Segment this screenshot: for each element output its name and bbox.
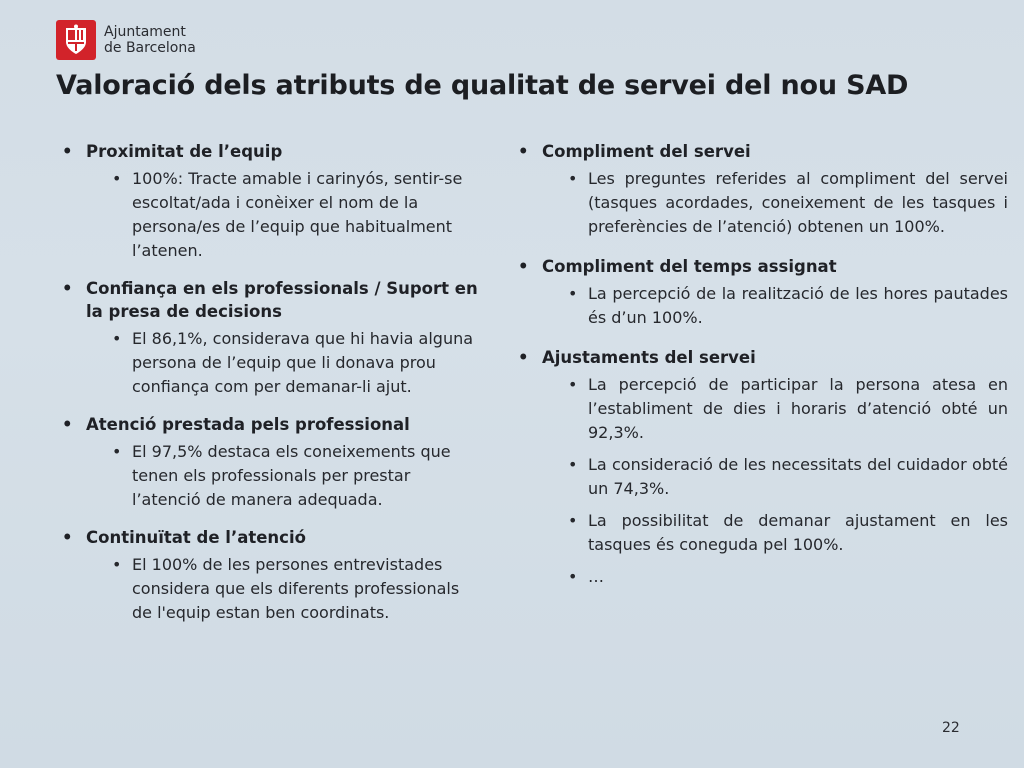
bullet-icon: •: [112, 555, 122, 574]
item-text: 100%: Tracte amable i carinyós, sentir-se escoltat/ada i conèixer el nom de la persona/es de l’equip que habitualment l’atenen.: [132, 169, 463, 260]
bullet-icon: •: [112, 169, 122, 188]
heading-text: Confiança en els professionals / Suport en la presa de decisions: [86, 279, 478, 321]
section-confianca: [62, 277, 482, 399]
list-item: [568, 282, 1008, 330]
list-item: [568, 167, 1008, 239]
section-heading: [62, 140, 482, 163]
item-text: La consideració de les necessitats del cuidador obté un 74,3%.: [588, 455, 1008, 498]
section-heading: [518, 140, 1008, 163]
item-text: Les preguntes referides al compliment del servei (tasques acordades, coneixement de les tasques i preferències de l’atenció) obtenen un 100%.: [588, 169, 1008, 236]
bullet-icon: •: [112, 329, 122, 348]
heading-text: Compliment del temps assignat: [542, 257, 837, 276]
item-text: El 86,1%, considerava que hi havia alguna persona de l’equip que li donava prou confiança com per demanar-li ajut.: [132, 329, 474, 396]
barcelona-coat-of-arms-icon: [56, 20, 96, 60]
list-item: [112, 167, 482, 263]
heading-text: Continuïtat de l’atenció: [86, 528, 306, 547]
bullet-icon: •: [568, 169, 578, 188]
section-heading: [518, 346, 1008, 369]
logo-line-2: de Barcelona: [104, 40, 196, 56]
item-text: La possibilitat de demanar ajustament en les tasques és coneguda pel 100%.: [588, 511, 1008, 554]
right-column: [518, 140, 1008, 605]
list-item: [568, 453, 1008, 501]
section-heading: [62, 526, 482, 549]
section-heading: [62, 277, 482, 323]
bullet-icon: •: [568, 375, 578, 394]
section-atencio-prestada: [62, 413, 482, 512]
list-item: [568, 565, 1008, 589]
section-compliment-servei: [518, 140, 1008, 239]
item-text: …: [588, 567, 604, 586]
list-item: [568, 509, 1008, 557]
heading-text: Ajustaments del servei: [542, 348, 756, 367]
left-column: [62, 140, 482, 639]
ajuntament-logo: [56, 20, 196, 60]
heading-text: Atenció prestada pels professional: [86, 415, 410, 434]
bullet-icon: •: [568, 284, 578, 303]
bullet-icon: •: [112, 442, 122, 461]
item-text: La percepció de la realització de les hores pautades és d’un 100%.: [588, 284, 1008, 327]
bullet-icon: •: [568, 455, 578, 474]
bullet-icon: •: [62, 528, 73, 547]
item-text: El 100% de les persones entrevistades considera que els diferents professionals de l'equip estan ben coordinats.: [132, 555, 460, 622]
bullet-icon: •: [62, 415, 73, 434]
list-item: [568, 373, 1008, 445]
section-compliment-temps: [518, 255, 1008, 330]
heading-text: Compliment del servei: [542, 142, 751, 161]
section-heading: [518, 255, 1008, 278]
bullet-icon: •: [62, 279, 73, 298]
section-ajustaments: [518, 346, 1008, 589]
item-text: El 97,5% destaca els coneixements que tenen els professionals per prestar l’atenció de manera adequada.: [132, 442, 451, 509]
bullet-icon: •: [518, 348, 529, 367]
bullet-icon: •: [518, 142, 529, 161]
logo-line-1: Ajuntament: [104, 24, 186, 40]
item-text: La percepció de participar la persona atesa en l’establiment de dies i horaris d’atenció obté un 92,3%.: [588, 375, 1008, 442]
section-proximitat: [62, 140, 482, 263]
list-item: [112, 553, 482, 625]
slide-title: Valoració dels atributs de qualitat de servei del nou SAD: [56, 70, 909, 101]
bullet-icon: •: [62, 142, 73, 161]
list-item: [112, 440, 482, 512]
bullet-icon: •: [518, 257, 529, 276]
bullet-icon: •: [568, 511, 578, 530]
list-item: [112, 327, 482, 399]
heading-text: Proximitat de l’equip: [86, 142, 283, 161]
page-number: 22: [942, 720, 960, 736]
section-continuitat: [62, 526, 482, 625]
bullet-icon: •: [568, 567, 578, 586]
section-heading: [62, 413, 482, 436]
logo-text: [104, 24, 196, 56]
